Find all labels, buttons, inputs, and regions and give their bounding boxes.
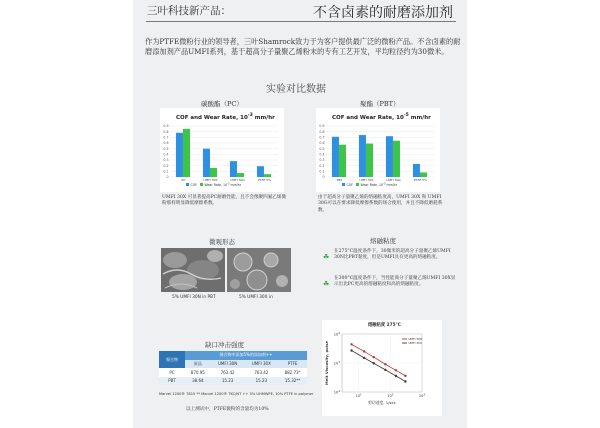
y-tick-label: $10^2$ (333, 389, 340, 395)
y-tick-label: 0.2 (163, 163, 169, 168)
sem-image-pc (227, 248, 291, 292)
pc-chart-caption: UMFI 30X 可显著提高PC耐磨性能，且不会像聚四氟乙烯微粉那样明显降低摩擦系数。 (162, 195, 287, 207)
y-tick-label: 0.7 (319, 135, 325, 140)
impact-cell: 870.95 (190, 369, 205, 375)
legend-label: UMFI 30N (408, 337, 422, 342)
header-right-title: 不含卤素的耐磨添加剂 (313, 5, 453, 21)
x-tick-label: UMFI 30X (359, 178, 374, 182)
pc-chart-title: COF and Wear Rate, $10^{-3}$ mm/hr (176, 113, 275, 121)
impact-note: 以上测试中，PTFE微粉的含量均为10% (186, 407, 269, 412)
data-point (373, 362, 375, 364)
impact-cell: 15.23 (221, 378, 234, 384)
y-tick-label: 0.2 (319, 163, 325, 168)
bar (264, 174, 271, 177)
data-point (363, 350, 365, 352)
x-tick-label: PBT (336, 178, 343, 182)
clover-icon: ☘ (323, 280, 330, 288)
x-tick-label: $10^1$ (355, 393, 362, 398)
pc-chart-card (160, 108, 284, 192)
impact-cell: 15.32** (284, 378, 301, 384)
x-tick-label: UMFI 30G (386, 178, 401, 182)
series-line (352, 350, 406, 381)
bar (386, 136, 393, 177)
pbt-chart-caption: 由于超高分子量聚乙烯的熔融粘度高，UMFI 30X 和 UMFI 30G可以在要求降低摩擦系数的场合使用，并且不降低磨耗系数。 (318, 195, 443, 213)
x-tick-label: $10^3$ (418, 393, 426, 398)
impact-cell: PC (169, 369, 175, 375)
bar (339, 145, 346, 177)
impact-col-header: UMFI 30N (217, 361, 238, 367)
impact-cell: PBT (168, 378, 176, 384)
pbt-chart-label: 聚酯（PBT） (360, 100, 400, 108)
header-divider (146, 21, 456, 22)
data-point (404, 380, 406, 382)
impact-cell: 763.42 (254, 369, 269, 375)
data-point (384, 369, 386, 371)
impact-cell: 763.42 (220, 369, 235, 375)
y-tick-label: 0.6 (319, 141, 325, 146)
y-tick-label: 0.4 (319, 152, 325, 157)
y-tick-label: 0.9 (163, 124, 169, 129)
melt-chart-card (322, 320, 442, 416)
data-point (373, 356, 375, 358)
x-tick-label: UMFI 30X (203, 178, 218, 182)
impact-cell: 38.64 (192, 378, 204, 384)
pbt-chart-title: COF and Wear Rate, $10^{-5}$ mm/hr (332, 113, 431, 121)
x-axis-label: 剪切速度, 1/sec (368, 400, 396, 405)
bar (413, 164, 420, 177)
x-tick-label: $10^2$ (387, 393, 394, 398)
legend-swatch (186, 183, 189, 186)
legend-swatch (200, 183, 203, 186)
impact-col-header: UMFI 30X (251, 361, 271, 367)
data-point (363, 357, 365, 359)
bar (359, 135, 366, 177)
bar (257, 166, 264, 177)
sem-caption-pbt: 5% UMFI 30N in PBT (172, 295, 216, 300)
y-axis-label: Melt Viscosity, poise (324, 341, 329, 385)
y-tick-label: 0.3 (163, 158, 169, 163)
impact-footnote: Marvel 1200® 7815 ** Marvel 1200® TKC/NT ++ 5% UHMWPE, 10% PTFE in polymer (159, 392, 314, 396)
pc-bar-chart (160, 123, 284, 192)
morphology-title: 微观形态 (209, 238, 235, 246)
y-tick-label: 0.8 (163, 129, 169, 134)
bar (237, 173, 244, 177)
data-point (404, 375, 406, 377)
x-tick-label: PC (181, 178, 186, 182)
melt-chart-title: 熔融粘度 275°C (368, 323, 401, 328)
y-tick-label: 0.3 (319, 158, 325, 163)
melt-viscosity-chart (322, 330, 442, 416)
y-tick-label: $10^3$ (333, 360, 340, 366)
pbt-bar-chart (316, 123, 440, 192)
data-point (384, 363, 386, 365)
impact-cell: 15.23 (255, 378, 268, 384)
bar (332, 137, 339, 177)
legend-swatch (342, 183, 345, 186)
bar (393, 141, 400, 177)
x-tick-label: UMFI 30G (230, 178, 245, 182)
header-left-title: 三叶科技新产品： (147, 5, 231, 17)
clover-icon: ☘ (323, 253, 330, 261)
legend-label: Wear Rate, $10^{-5}$ mm/hr (360, 182, 398, 187)
bar (420, 172, 427, 177)
y-tick-label: 0.8 (319, 129, 325, 134)
viscosity-title: 熔融粘度 (370, 237, 396, 245)
bar (366, 144, 373, 177)
legend-label: Wear Rate, $10^{-3}$ mm/hr (204, 182, 242, 187)
x-tick-label: PTFE 5% (414, 178, 427, 182)
legend-label: COF (346, 182, 354, 187)
impact-cell: 882.73* (284, 369, 301, 375)
y-tick-label: 0.6 (163, 141, 169, 146)
y-tick-label: 0.5 (163, 146, 169, 151)
data-point (350, 349, 352, 351)
legend-swatch (356, 183, 359, 186)
y-tick-label: 0.9 (319, 124, 325, 129)
pc-chart-label: 碳酸酯（PC） (201, 100, 243, 108)
y-tick-label: 0.5 (319, 146, 325, 151)
compare-section-title: 实验对比数据 (266, 84, 326, 95)
legend-label: COF (190, 182, 198, 187)
data-point (350, 343, 352, 345)
data-point (395, 369, 397, 371)
data-point (395, 375, 397, 377)
table-row (159, 377, 307, 386)
bar (210, 168, 217, 177)
x-tick-label: PTFE 5% (258, 178, 271, 182)
intro-paragraph: 作为PTFE微粉行业的领导者，三叶Shamrock致力于为客户提供最广泛的微粉产品。不含卤素的耐磨添加剂产品UMFI系列，基于超高分子量聚乙烯粉末的专有工艺开发，平均粒径约为30微米。 (145, 37, 461, 56)
impact-col-header: PTFE (287, 361, 298, 367)
impact-table (159, 351, 307, 385)
y-tick-label: 0.7 (163, 135, 169, 140)
series-line (352, 344, 406, 376)
viscosity-point-2: 在300°C温度条件下，当性能商分子量聚乙烯UMFI 30X显示出比PC更高的熔融粘度和高的熔融粘度。 (334, 276, 456, 288)
impact-title: 缺口冲击强度 (205, 341, 244, 349)
y-tick-label: 0.1 (163, 169, 169, 174)
y-tick-label: 0.1 (319, 169, 325, 174)
impact-group-header: 聚合物中添加5%的添加剂++ (185, 351, 307, 360)
bar (176, 133, 183, 177)
bar (183, 129, 190, 177)
impact-row-header: 聚合物 (159, 351, 185, 368)
pbt-chart-card (316, 108, 440, 192)
table-row (159, 368, 307, 377)
y-tick-label: 0.4 (163, 152, 169, 157)
y-tick-label: $10^4$ (333, 331, 340, 337)
viscosity-point-1: 在275°C温度条件下，30微米的超高分子量聚乙烯UMFI 30N比PBT黏度，但是UMFI具有更高的熔融粘度。 (334, 249, 451, 261)
legend-label: UMFI 30X (408, 341, 422, 346)
sem-image-pbt (161, 248, 225, 292)
impact-col-header: 原品 (193, 360, 202, 366)
y-tick-label: 0 (166, 175, 169, 180)
sem-caption-pc: 5% UMFI 30X in (239, 295, 273, 300)
bar (203, 149, 210, 177)
bar (230, 161, 237, 177)
y-tick-label: 0 (322, 175, 325, 180)
